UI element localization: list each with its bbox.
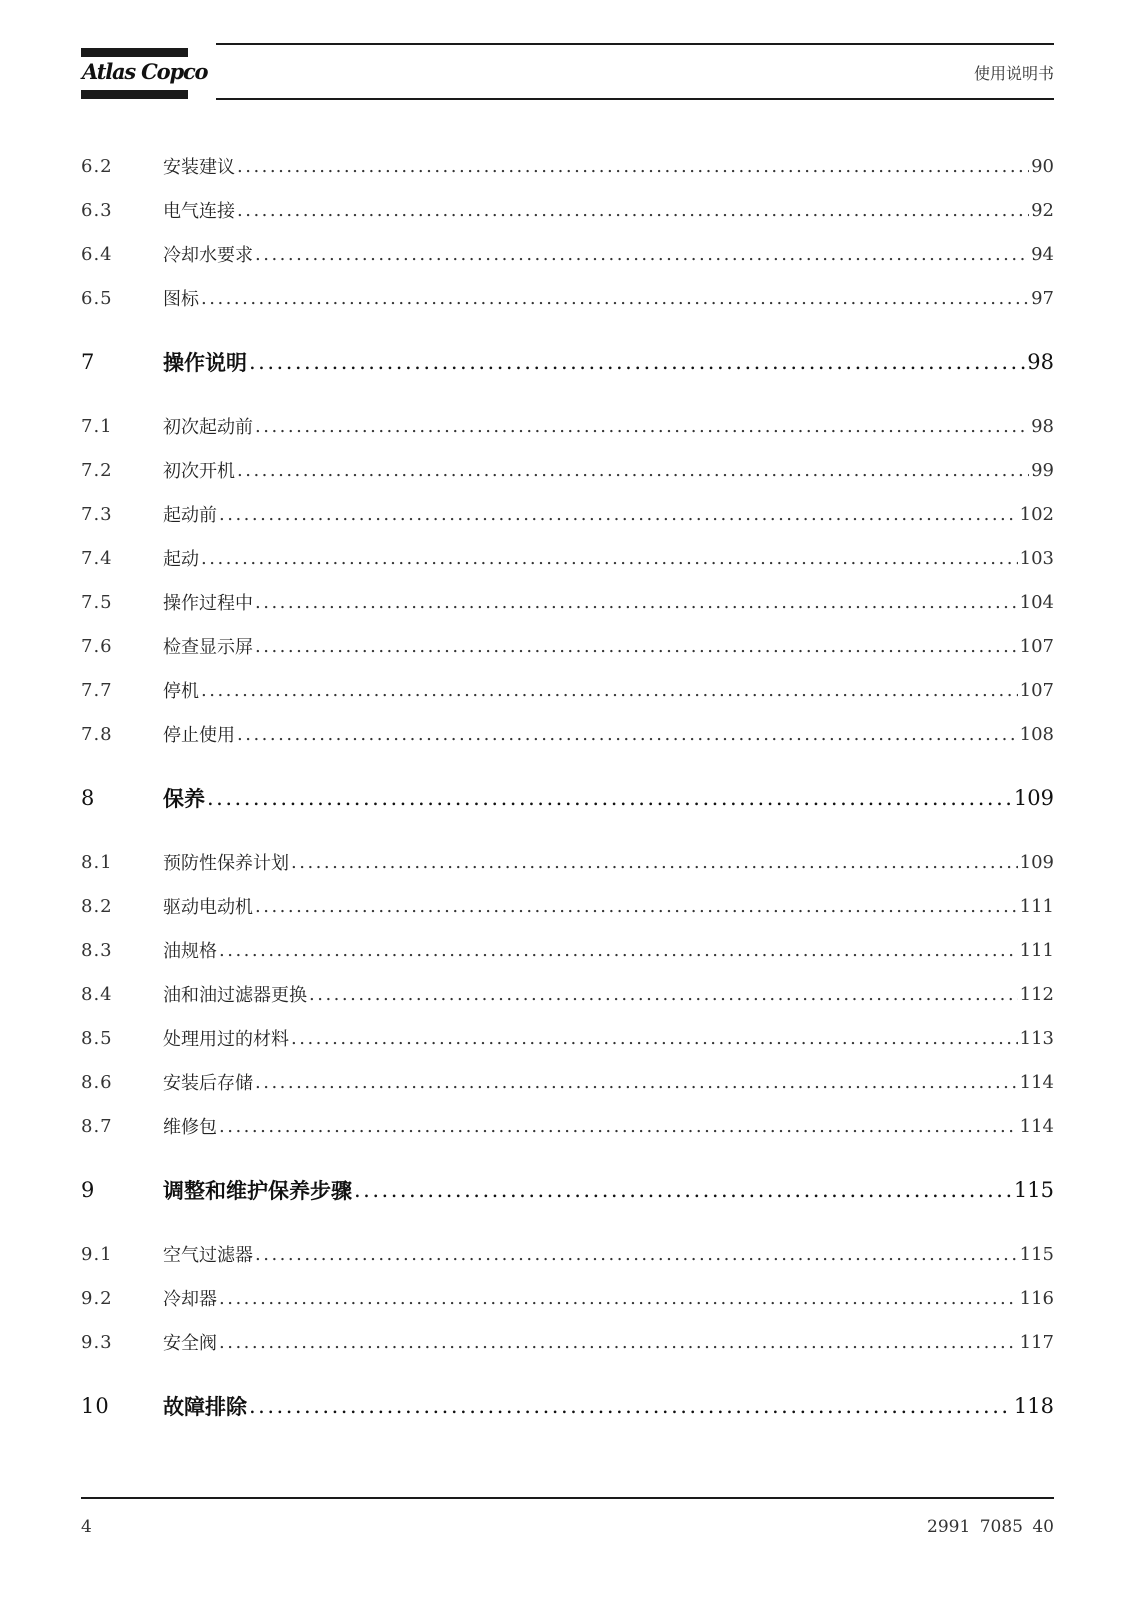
toc-dot-leader <box>291 1028 1018 1049</box>
toc-dot-leader <box>237 200 1029 221</box>
toc-entry[interactable] <box>81 1111 1054 1141</box>
toc-page-number: 111 <box>1019 895 1054 917</box>
toc-page-number: 114 <box>1019 1071 1054 1093</box>
toc-page-number: 98 <box>1031 415 1054 437</box>
toc-dot-leader <box>237 156 1029 177</box>
toc-section-number: 8.3 <box>81 939 113 961</box>
toc-section-title: 电气连接 <box>163 201 235 222</box>
toc-dot-leader <box>255 592 1018 613</box>
toc-dot-leader <box>255 416 1029 437</box>
page-number: 4 <box>81 1517 92 1537</box>
toc-section-title: 初次开机 <box>163 461 235 482</box>
toc-page-number: 115 <box>1013 1178 1054 1202</box>
toc-entry[interactable] <box>81 1023 1054 1053</box>
toc-entry[interactable] <box>81 1391 1054 1421</box>
toc-section-title: 初次起动前 <box>163 417 253 438</box>
toc-page-number: 107 <box>1019 679 1054 701</box>
document-title: 使用说明书 <box>973 64 1054 83</box>
toc-section-title: 安全阀 <box>163 1333 217 1354</box>
toc-entry[interactable] <box>81 347 1054 377</box>
toc-page-number: 90 <box>1031 155 1054 177</box>
toc-page-number: 109 <box>1013 786 1054 810</box>
toc-section-title: 冷却器 <box>163 1289 217 1310</box>
toc-dot-leader <box>291 852 1018 873</box>
toc-section-title: 检查显示屏 <box>163 637 253 658</box>
toc-page-number: 107 <box>1019 635 1054 657</box>
toc-dot-leader <box>207 786 1012 810</box>
toc-section-number: 7.1 <box>81 415 113 437</box>
toc-entry[interactable] <box>81 455 1054 485</box>
toc-entry[interactable] <box>81 719 1054 749</box>
toc-section-number: 7 <box>81 350 96 374</box>
toc-dot-leader <box>201 680 1018 701</box>
toc-dot-leader <box>219 1288 1018 1309</box>
toc-entry[interactable] <box>81 1067 1054 1097</box>
toc-dot-leader <box>201 288 1029 309</box>
toc-section-number: 8.4 <box>81 983 113 1005</box>
atlas-copco-logo <box>81 46 208 100</box>
toc-page-number: 114 <box>1019 1115 1054 1137</box>
toc-entry[interactable] <box>81 411 1054 441</box>
toc-section-number: 9.2 <box>81 1287 113 1309</box>
toc-section-title: 预防性保养计划 <box>163 853 289 874</box>
toc-section-number: 8.6 <box>81 1071 113 1093</box>
logo-top-bar <box>81 48 188 57</box>
toc-entry[interactable] <box>81 195 1054 225</box>
toc-section-title: 安装建议 <box>163 157 235 178</box>
toc-section-title: 维修包 <box>163 1117 217 1138</box>
toc-section-number: 8 <box>81 786 96 810</box>
toc-page-number: 109 <box>1019 851 1054 873</box>
header-top-rule <box>216 43 1054 45</box>
toc-section-title: 驱动电动机 <box>163 897 253 918</box>
toc-dot-leader <box>249 1394 1012 1418</box>
toc-entry[interactable] <box>81 1283 1054 1313</box>
toc-entry[interactable] <box>81 1327 1054 1357</box>
toc-entry[interactable] <box>81 1175 1054 1205</box>
toc-dot-leader <box>309 984 1018 1005</box>
toc-section-title: 油和油过滤器更换 <box>163 985 307 1006</box>
toc-section-title: 保养 <box>163 786 205 811</box>
toc-dot-leader <box>354 1178 1012 1202</box>
logo-wordmark: Atlas Copco <box>82 59 208 84</box>
toc-section-title: 起动前 <box>163 505 217 526</box>
toc-page-number: 92 <box>1031 199 1054 221</box>
toc-section-title: 操作说明 <box>163 350 247 375</box>
toc-section-number: 7.4 <box>81 547 113 569</box>
toc-section-number: 9 <box>81 1178 96 1202</box>
toc-section-number: 8.1 <box>81 851 113 873</box>
toc-dot-leader <box>255 636 1018 657</box>
toc-section-title: 调整和维护保养步骤 <box>163 1178 352 1203</box>
toc-dot-leader <box>237 724 1018 745</box>
toc-entry[interactable] <box>81 283 1054 313</box>
toc-section-number: 7.8 <box>81 723 113 745</box>
toc-entry[interactable] <box>81 499 1054 529</box>
toc-section-number: 8.2 <box>81 895 113 917</box>
toc-dot-leader <box>219 1332 1018 1353</box>
toc-section-title: 停机 <box>163 681 199 702</box>
toc-entry[interactable] <box>81 631 1054 661</box>
toc-page-number: 115 <box>1019 1243 1054 1265</box>
toc-entry[interactable] <box>81 783 1054 813</box>
toc-section-title: 起动 <box>163 549 199 570</box>
toc-dot-leader <box>219 504 1018 525</box>
toc-page-number: 117 <box>1019 1331 1054 1353</box>
toc-dot-leader <box>255 1072 1018 1093</box>
footer-rule <box>81 1497 1054 1499</box>
toc-page-number: 94 <box>1031 243 1054 265</box>
toc-entry[interactable] <box>81 151 1054 181</box>
toc-section-number: 6.5 <box>81 287 113 309</box>
toc-section-title: 安装后存储 <box>163 1073 253 1094</box>
header-bottom-rule <box>216 98 1054 100</box>
toc-page-number: 103 <box>1019 547 1054 569</box>
toc-entry[interactable] <box>81 543 1054 573</box>
toc-section-number: 7.6 <box>81 635 113 657</box>
toc-entry[interactable] <box>81 1239 1054 1269</box>
toc-section-title: 故障排除 <box>163 1394 247 1419</box>
toc-page-number: 112 <box>1019 983 1054 1005</box>
toc-page-number: 111 <box>1019 939 1054 961</box>
toc-page-number: 98 <box>1027 350 1054 374</box>
toc-page-number: 116 <box>1019 1287 1054 1309</box>
toc-section-title: 空气过滤器 <box>163 1245 253 1266</box>
toc-dot-leader <box>255 244 1029 265</box>
toc-dot-leader <box>249 350 1025 374</box>
logo-bottom-bar <box>81 90 188 99</box>
document-number: 2991 7085 40 <box>927 1517 1054 1537</box>
toc-section-number: 10 <box>81 1394 110 1418</box>
toc-page-number: 104 <box>1019 591 1054 613</box>
toc-dot-leader <box>255 896 1018 917</box>
toc-section-number: 8.5 <box>81 1027 113 1049</box>
toc-dot-leader <box>237 460 1029 481</box>
toc-entry[interactable] <box>81 239 1054 269</box>
toc-section-number: 8.7 <box>81 1115 113 1137</box>
toc-entry[interactable] <box>81 847 1054 877</box>
toc-page-number: 113 <box>1019 1027 1054 1049</box>
toc-section-number: 7.7 <box>81 679 113 701</box>
toc-dot-leader <box>219 1116 1018 1137</box>
toc-page-number: 118 <box>1013 1394 1054 1418</box>
toc-section-number: 7.3 <box>81 503 113 525</box>
toc-section-number: 9.1 <box>81 1243 113 1265</box>
toc-section-number: 9.3 <box>81 1331 113 1353</box>
toc-entry[interactable] <box>81 891 1054 921</box>
toc-entry[interactable] <box>81 979 1054 1009</box>
toc-section-title: 图标 <box>163 289 199 310</box>
toc-entry[interactable] <box>81 675 1054 705</box>
toc-section-title: 停止使用 <box>163 725 235 746</box>
toc-section-number: 6.3 <box>81 199 113 221</box>
toc-page-number: 99 <box>1031 459 1054 481</box>
toc-dot-leader <box>201 548 1018 569</box>
toc-section-title: 处理用过的材料 <box>163 1029 289 1050</box>
toc-page-number: 108 <box>1019 723 1054 745</box>
toc-section-number: 7.2 <box>81 459 113 481</box>
toc-section-number: 6.2 <box>81 155 113 177</box>
toc-section-title: 冷却水要求 <box>163 245 253 266</box>
toc-section-title: 油规格 <box>163 941 217 962</box>
toc-dot-leader <box>255 1244 1018 1265</box>
toc-page-number: 102 <box>1019 503 1054 525</box>
toc-section-title: 操作过程中 <box>163 593 253 614</box>
toc-page-number: 97 <box>1031 287 1054 309</box>
toc-entry[interactable] <box>81 935 1054 965</box>
toc-dot-leader <box>219 940 1018 961</box>
toc-section-number: 7.5 <box>81 591 113 613</box>
toc-entry[interactable] <box>81 587 1054 617</box>
toc-section-number: 6.4 <box>81 243 113 265</box>
